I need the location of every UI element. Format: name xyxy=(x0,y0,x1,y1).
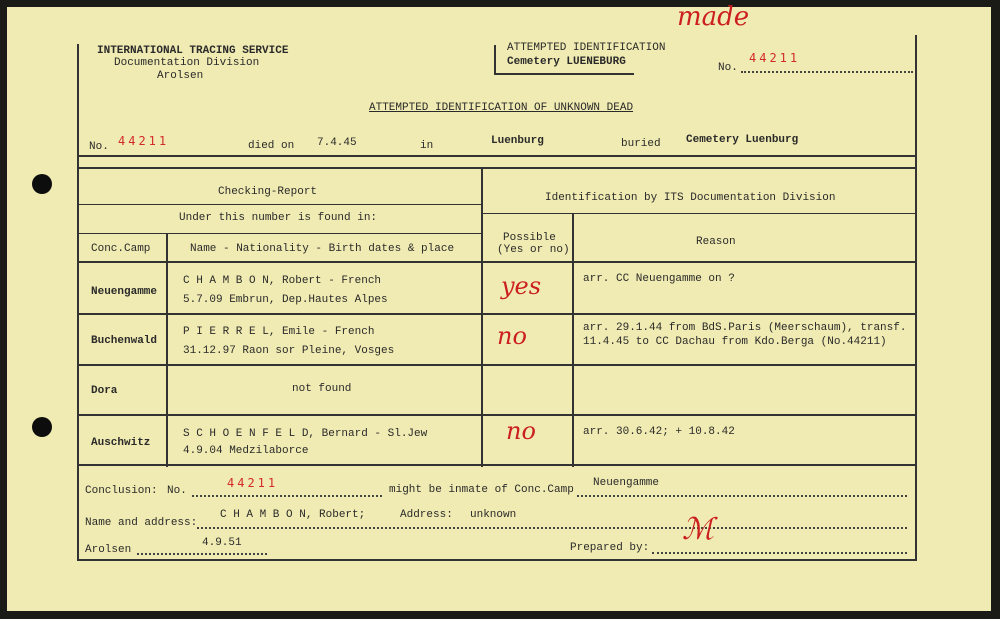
table-row-name: S C H O E N F E L D, Bernard - Sl.Jew xyxy=(183,428,428,440)
col-camp-heading: Conc.Camp xyxy=(91,243,151,255)
table-row-camp: Auschwitz xyxy=(91,437,151,449)
buried-value: Cemetery Luenburg xyxy=(686,134,799,146)
table-row-birth: 5.7.09 Embrun, Dep.Hautes Alpes xyxy=(183,294,388,306)
table-row-camp: Neuengamme xyxy=(91,286,158,298)
in-value: Luenburg xyxy=(491,135,544,147)
org-line-3: Arolsen xyxy=(157,70,204,82)
signature: ℳ xyxy=(682,512,715,547)
record-no-value: 44211 xyxy=(118,134,170,148)
buried-label: buried xyxy=(621,138,661,150)
right-sub-line-1 xyxy=(483,213,917,214)
col-possible-heading-1: Possible xyxy=(503,232,556,244)
table-row-name: not found xyxy=(292,383,352,395)
checking-report-heading: Checking-Report xyxy=(218,186,318,198)
col-camp-divider xyxy=(166,233,168,467)
frame-left xyxy=(77,44,79,559)
org-line-1: INTERNATIONAL TRACING SERVICE xyxy=(97,45,289,57)
header-box-left xyxy=(494,45,496,73)
name-address-dots xyxy=(197,527,907,529)
address-value: unknown xyxy=(470,509,517,521)
table-row-reason: arr. 29.1.44 from BdS.Paris (Meerschaum), transf. xyxy=(583,322,907,334)
table-row-reason: arr. CC Neuengamme on ? xyxy=(583,273,735,285)
identification-heading: Identification by ITS Documentation Division xyxy=(545,192,836,204)
table-row-reason: arr. 30.6.42; + 10.8.42 xyxy=(583,426,735,438)
row-line-2 xyxy=(77,364,917,366)
frame-right xyxy=(915,35,917,559)
table-row-possible: no xyxy=(506,417,536,445)
col-reason-heading: Reason xyxy=(696,236,736,248)
conclusion-no-dots xyxy=(192,495,382,497)
header-no-value: 44211 xyxy=(749,51,801,65)
attempted-label: ATTEMPTED IDENTIFICATION xyxy=(507,42,666,54)
header-bottom-line xyxy=(77,261,917,263)
conclusion-camp-dots xyxy=(577,495,907,497)
header-box-bottom xyxy=(494,73,634,75)
conclusion-label: Conclusion: xyxy=(85,485,158,497)
row-line-1 xyxy=(77,313,917,315)
address-label: Address: xyxy=(400,509,453,521)
org-line-2: Documentation Division xyxy=(114,57,260,69)
table-row-birth: 4.9.04 Medzilaborce xyxy=(183,445,309,457)
conclusion-no-label: No. xyxy=(167,485,187,497)
table-bottom-line xyxy=(77,464,917,466)
table-row-possible: yes xyxy=(501,272,542,300)
name-address-label: Name and address: xyxy=(85,517,198,529)
record-no-label: No. xyxy=(89,141,109,153)
left-sub-line-2 xyxy=(77,233,482,234)
died-value: 7.4.45 xyxy=(317,137,357,149)
record-card xyxy=(7,2,991,611)
table-row-camp: Buchenwald xyxy=(91,335,158,347)
form-title: ATTEMPTED IDENTIFICATION OF UNKNOWN DEAD xyxy=(369,102,634,114)
header-no-label: No. xyxy=(718,62,738,74)
header-no-dots xyxy=(741,71,913,73)
under-number-heading: Under this number is found in: xyxy=(179,212,378,224)
name-value: C H A M B O N, Robert; xyxy=(220,509,366,521)
punch-hole-top xyxy=(32,174,52,194)
table-row-reason-2: 11.4.45 to CC Dachau from Kdo.Berga (No.44211) xyxy=(583,336,887,348)
punch-hole-bottom xyxy=(32,417,52,437)
arolsen-dots xyxy=(137,553,267,555)
table-row-name: P I E R R E L, Emile - French xyxy=(183,326,375,338)
table-row-camp: Dora xyxy=(91,385,118,397)
conclusion-camp-value: Neuengamme xyxy=(593,477,660,489)
col-name-heading: Name - Nationality - Birth dates & place xyxy=(190,243,455,255)
left-sub-line-1 xyxy=(77,204,482,205)
date-value: 4.9.51 xyxy=(202,537,242,549)
in-label: in xyxy=(420,140,434,152)
record-line-2 xyxy=(77,167,917,169)
died-label: died on xyxy=(248,140,295,152)
frame-bottom xyxy=(77,559,917,561)
conclusion-no-value: 44211 xyxy=(227,476,279,490)
table-row-name: C H A M B O N, Robert - French xyxy=(183,275,382,287)
prepared-label: Prepared by: xyxy=(570,542,650,554)
table-row-birth: 31.12.97 Raon sor Pleine, Vosges xyxy=(183,345,395,357)
arolsen-label: Arolsen xyxy=(85,544,132,556)
row-line-3 xyxy=(77,414,917,416)
might-be-label: might be inmate of Conc.Camp xyxy=(389,484,574,496)
made-note: made xyxy=(677,2,750,32)
cemetery-label: Cemetery LUENEBURG xyxy=(507,56,626,68)
col-possible-heading-2: (Yes or no) xyxy=(497,244,570,256)
col-possible-divider xyxy=(572,213,574,467)
table-row-possible: no xyxy=(497,322,527,350)
record-line xyxy=(77,155,917,157)
prepared-dots xyxy=(652,552,907,554)
